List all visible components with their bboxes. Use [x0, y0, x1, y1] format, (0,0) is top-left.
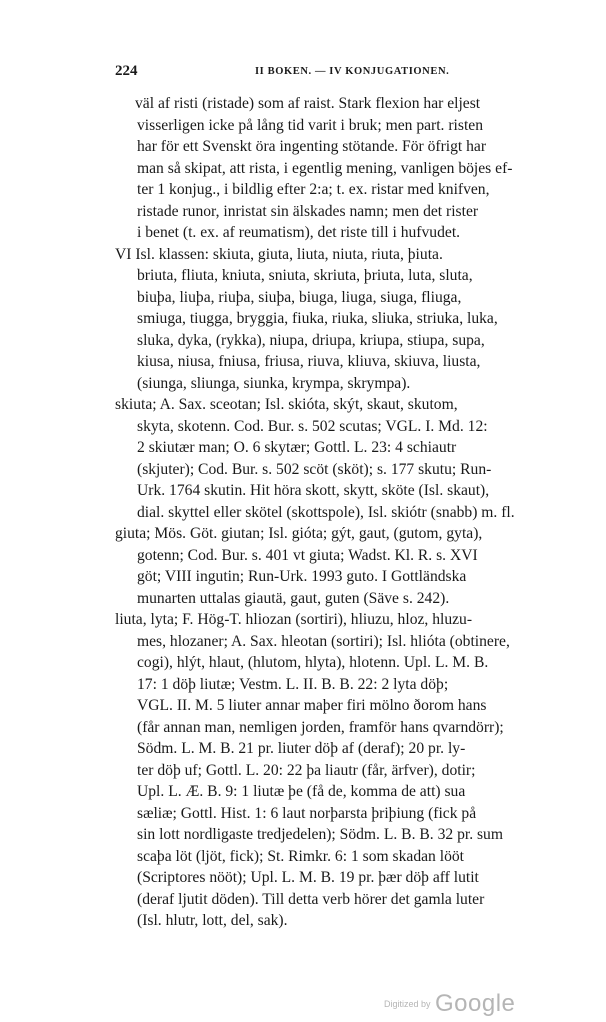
text-line: ter 1 konjug., i bildlig efter 2:a; t. ex. ristar med knifven,: [137, 181, 490, 198]
text-line: kiusa, niusa, fniusa, friusa, riuva, kliuva, skiuva, liusta,: [137, 353, 481, 370]
text-line: (Scriptores nööt); Upl. L. M. B. 19 pr. þær döþ aff lutit: [137, 869, 479, 886]
text-line: biuþa, liuþa, riuþa, siuþa, biuga, liuga, siuga, fliuga,: [137, 288, 462, 306]
text-line: liuta, lyta; F. Hög-T. hliozan (sortiri), hliuzu, hloz, hluzu-: [115, 611, 473, 628]
running-title: II BOKEN. — IV KONJUGATIONEN.: [255, 66, 450, 77]
page-body: [115, 93, 595, 932]
text-line: cogi), hlýt, hlaut, (hlutom, hlyta), hlotenn. Upl. L. M. B.: [137, 654, 489, 671]
text-line: göt; VIII ingutin; Run-Urk. 1993 guto. I Gottländska: [137, 568, 467, 585]
text-line: skiuta; A. Sax. sceotan; Isl. skióta, skýt, skaut, skutom,: [115, 396, 458, 413]
text-line: Södm. L. M. B. 21 pr. liuter döþ af (deraf); 20 pr. ly-: [137, 740, 466, 757]
text-line: sæliæ; Gottl. Hist. 1: 6 laut norþarsta þriþiung (fick på: [137, 804, 477, 822]
text-line: dial. skyttel eller skötel (skottspole), Isl. skiótr (snabb) m. fl.: [137, 503, 515, 521]
text-line: (Isl. hlutr, lott, del, sak).: [137, 912, 288, 929]
running-header: [115, 63, 585, 83]
text-line: visserligen icke på lång tid varit i bruk; men part. risten: [137, 116, 484, 134]
text-line: i benet (t. ex. af reumatism), det riste till i hufvudet.: [137, 224, 461, 241]
text-line: Upl. L. Æ. B. 9: 1 liutæ þe (få de, komma de att) sua: [137, 783, 466, 800]
text-line: skyta, skotenn. Cod. Bur. s. 502 scutas; VGL. I. Md. 12:: [137, 417, 488, 435]
text-line: Urk. 1764 skutin. Hit höra skott, skytt, sköte (Isl. skaut),: [137, 482, 490, 499]
text-line: ter döþ uf; Gottl. L. 20: 22 þa liautr (får, ärfver), dotir;: [137, 761, 476, 779]
text-line: VGL. II. M. 5 liuter annar maþer firi mölno ðorom hans: [137, 697, 487, 714]
text-line: (skjuter); Cod. Bur. s. 502 scöt (sköt); s. 177 skutu; Run-: [137, 460, 492, 478]
text-line: ristade runor, inristat sin älskades namn; men det rister: [137, 202, 479, 220]
digitized-by-label: Digitized by: [384, 999, 431, 1009]
text-line: (siunga, sliunga, siunka, krympa, skrympa).: [137, 374, 411, 392]
text-line: sin lott nordligaste tredjedelen); Södm. L. B. B. 32 pr. sum: [137, 826, 503, 843]
page-number: 224: [115, 63, 138, 79]
text-line: (deraf ljutit döden). Till detta verb hörer det gamla luter: [137, 890, 485, 908]
text-line: väl af risti (ristade) som af raist. Stark flexion har eljest: [135, 95, 481, 112]
text-line: scaþa löt (ljöt, fick); St. Rimkr. 6: 1 som skadan lööt: [137, 847, 465, 865]
google-logo: Google: [434, 990, 516, 1017]
text-line: gotenn; Cod. Bur. s. 401 vt giuta; Wadst. Kl. R. s. XVI: [137, 546, 478, 564]
text-line: har för ett Svenskt öra ingenting stötande. För öfrigt har: [137, 138, 487, 155]
text-line: munarten uttalas giautä, gaut, guten (Säve s. 242).: [137, 589, 450, 607]
text-line: VI Isl. klassen: skiuta, giuta, liuta, niuta, riuta, þiuta.: [115, 245, 443, 263]
text-line: 2 skiutær man; O. 6 skytær; Gottl. L. 23: 4 schiautr: [137, 439, 457, 456]
text-line: smiuga, tiugga, bryggia, fiuka, riuka, sliuka, striuka, luka,: [137, 310, 498, 327]
text-line: 17: 1 döþ liutæ; Vestm. L. II. B. B. 22: 2 lyta döþ;: [137, 675, 449, 693]
text-line: briuta, fliuta, kniuta, sniuta, skriuta, þriuta, luta, sluta,: [137, 267, 473, 284]
text-line: man så skipat, att rista, i egentlig mening, vanligen böjes ef-: [137, 159, 513, 177]
digitization-watermark: [384, 990, 515, 1018]
text-line: (får annan man, nemligen jorden, framför hans qvarndörr);: [137, 718, 504, 736]
text-line: sluka, dyka, (rykka), niupa, driupa, kriupa, stiupa, supa,: [137, 331, 485, 349]
text-line: giuta; Mös. Göt. giutan; Isl. gióta; gýt, gaut, (gutom, gyta),: [115, 525, 483, 542]
text-line: mes, hlozaner; A. Sax. hleotan (sortiri); Isl. hlióta (obtinere,: [137, 632, 510, 650]
